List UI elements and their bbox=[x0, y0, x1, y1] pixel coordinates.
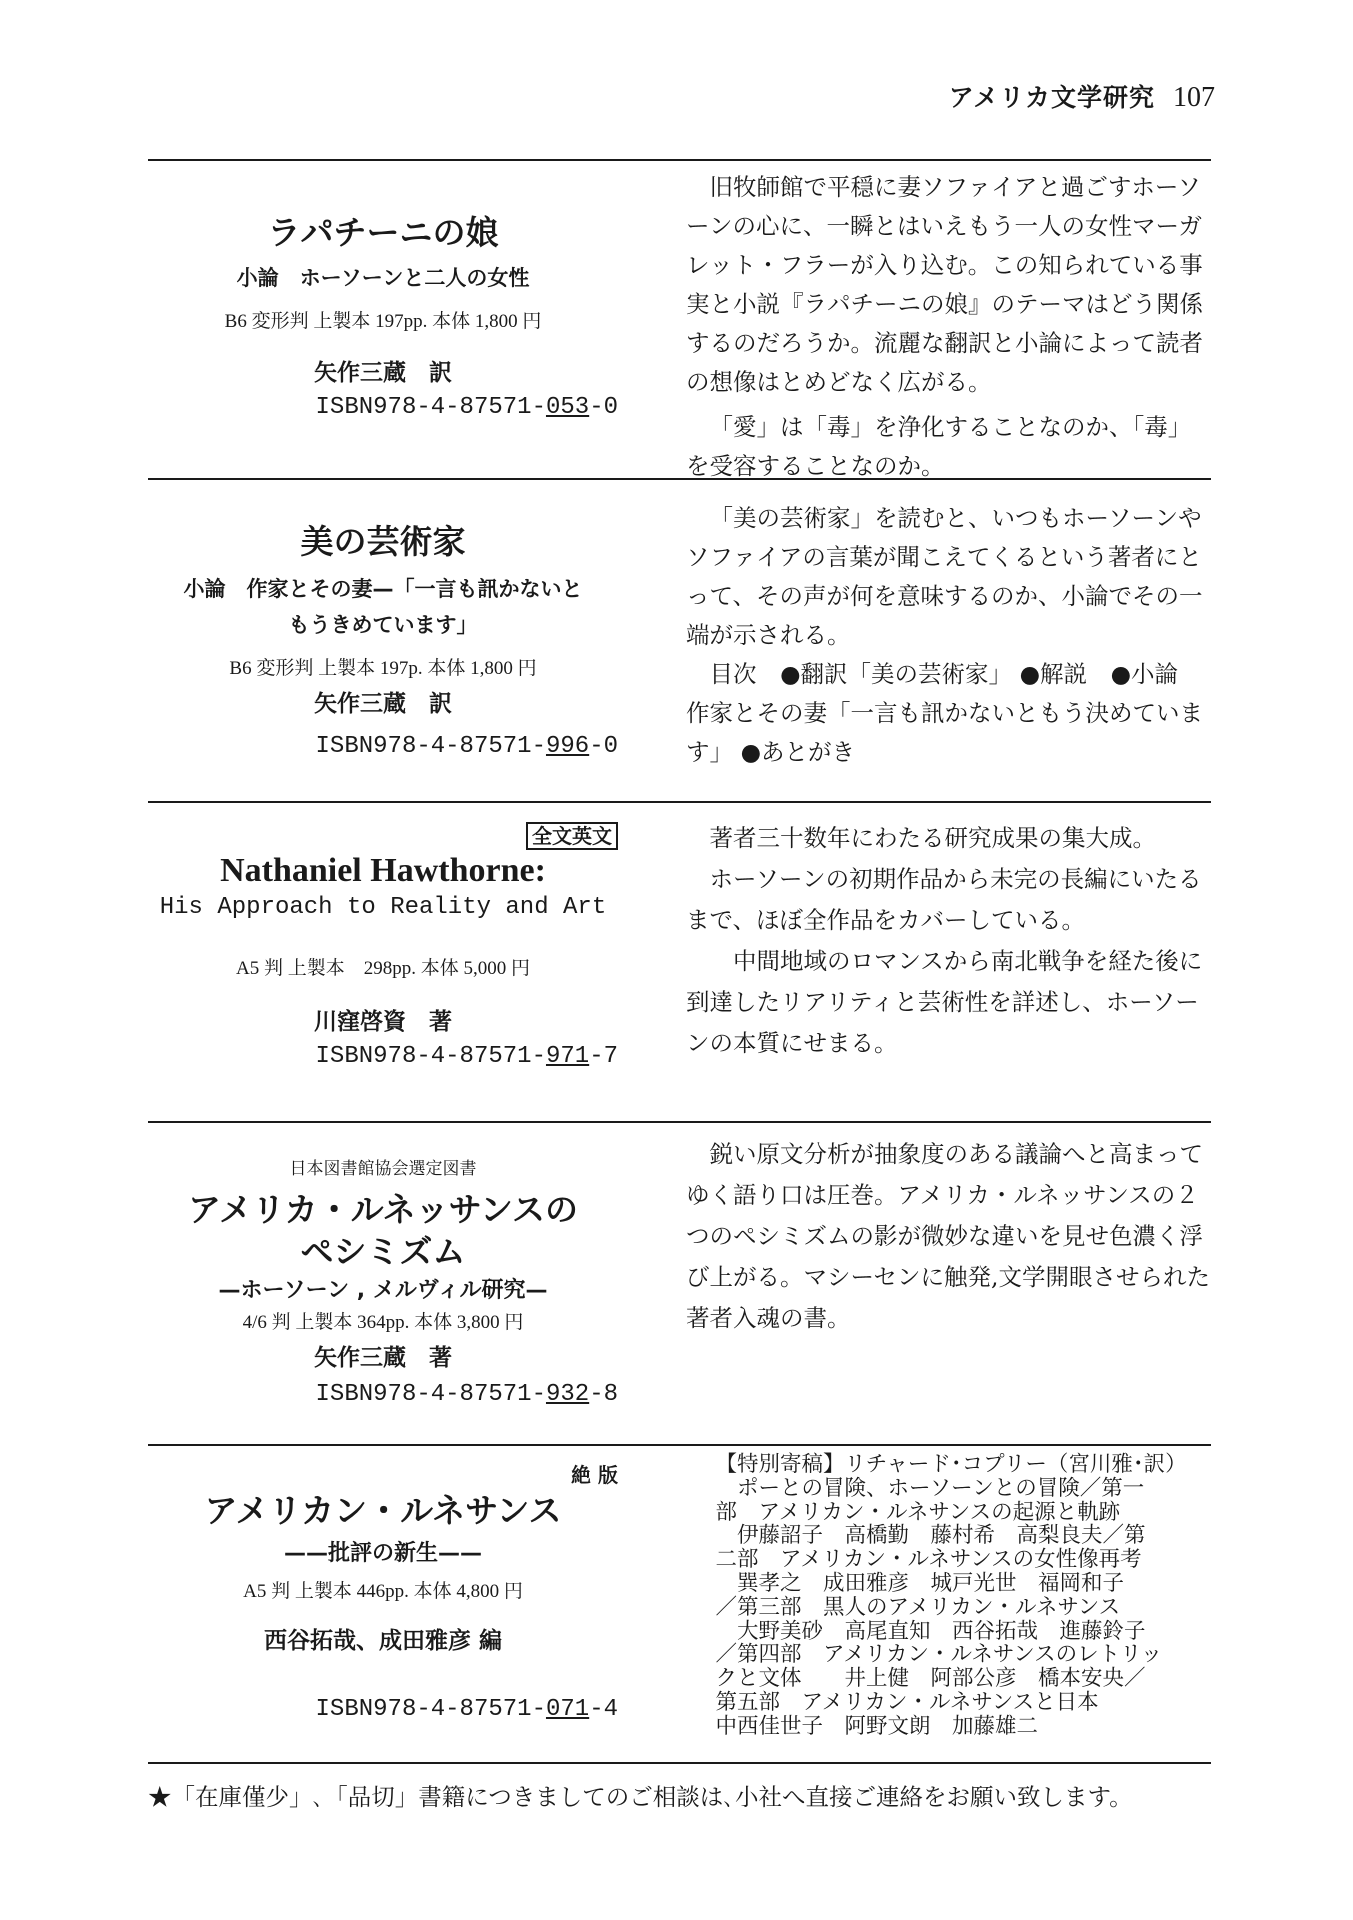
toc-line: ／第四部 アメリカン・ルネサンスのレトリッ bbox=[715, 1642, 1163, 1668]
toc-line: 伊藤詔子 高橋勤 藤村希 高梨良夫／第 bbox=[715, 1523, 1146, 1549]
book-isbn bbox=[148, 1694, 618, 1726]
book-isbn bbox=[148, 731, 618, 763]
isbn-prefix: ISBN978-4-87571- bbox=[315, 1381, 546, 1408]
isbn-code: 071 bbox=[545, 1696, 590, 1723]
book-isbn bbox=[148, 1041, 618, 1073]
page-header bbox=[949, 78, 1215, 114]
isbn-code: 971 bbox=[545, 1043, 590, 1070]
description-paragraph: 目次 ●翻訳「美の芸術家」 ●解説 ●小論 作家とその妻「一言も訊かないともう決めています」 ●あとがき bbox=[686, 660, 1203, 766]
english-text-badge: 全文英文 bbox=[526, 822, 618, 850]
book-entry bbox=[148, 804, 1211, 1121]
description-paragraph: 旧牧師館で平穏に妻ソファイアと過ごすホーソーンの心に、一瞬とはいえもう一人の女性マーガレット・フラーが入り込む。この知られている事実と小説『ラパチーニの娘』のテーマはどう関係するのだろうか。流麗な翻訳と小論によって読者の想像はとめどなく広がる。 bbox=[686, 173, 1203, 396]
description-paragraph: 「愛」は「毒」を浄化することなのか、「毒」を受容することなのか。 bbox=[686, 413, 1192, 480]
book-author: 川窪啓資 著 bbox=[314, 1009, 452, 1035]
isbn-check: -0 bbox=[589, 394, 618, 421]
isbn-code: 996 bbox=[545, 733, 590, 760]
book-spec: A5 判 上製本 446pp. 本体 4,800 円 bbox=[243, 1581, 523, 1602]
toc-line: 二部 アメリカン・ルネサンスの女性像再考 bbox=[715, 1547, 1142, 1573]
book-info bbox=[148, 212, 618, 424]
toc-line: 巽孝之 成田雅彦 城戸光世 福岡和子 bbox=[715, 1570, 1125, 1596]
toc-line: ／第三部 黒人のアメリカン・ルネサンス bbox=[715, 1594, 1121, 1620]
book-spec: B6 変形判 上製本 197p. 本体 1,800 円 bbox=[229, 658, 537, 679]
divider bbox=[148, 1762, 1211, 1764]
section-title: アメリカ文学研究 bbox=[948, 83, 1155, 112]
divider bbox=[148, 159, 1211, 161]
book-subtitle: His Approach to Reality and Art bbox=[159, 894, 607, 921]
isbn-check: -7 bbox=[589, 1043, 618, 1070]
book-isbn bbox=[148, 392, 618, 424]
book-entry bbox=[148, 162, 1211, 478]
book-description bbox=[686, 168, 1211, 486]
toc-line: 中西佳世子 阿野文朗 加藤雄二 bbox=[715, 1713, 1039, 1739]
toc-line: ポーとの冒険、ホーソーンとの冒険／第一 bbox=[715, 1475, 1145, 1501]
book-entry bbox=[148, 1124, 1211, 1444]
book-isbn bbox=[148, 1379, 618, 1411]
book-author: 矢作三蔵 訳 bbox=[314, 360, 452, 386]
divider bbox=[148, 1121, 1211, 1123]
book-description bbox=[686, 818, 1211, 1064]
out-of-print-badge: 絶 版 bbox=[571, 1463, 618, 1487]
isbn-prefix: ISBN978-4-87571- bbox=[315, 733, 546, 760]
isbn-code: 932 bbox=[545, 1381, 590, 1408]
book-entry bbox=[148, 481, 1211, 801]
book-title: アメリカン・ルネサンス bbox=[204, 1491, 562, 1530]
description-paragraph: 「美の芸術家」を読むと、いつもホーソーンやソファイアの言葉が聞こえてくるという著者にとって、その声が何を意味するのか、小論でその一端が示される。 bbox=[686, 504, 1203, 649]
footer-note: ★「在庫僅少」､「品切」書籍につきましてのご相談は､小社へ直接ご連絡をお願い致します。 bbox=[148, 1783, 1133, 1811]
description-paragraph: 著者三十数年にわたる研究成果の集大成。 bbox=[709, 824, 1156, 852]
description-paragraph: 中間地域のロマンスから南北戦争を経た後に到達したリアリティと芸術性を詳述し、ホーソーンの本質にせまる。 bbox=[686, 947, 1203, 1057]
isbn-check: -8 bbox=[589, 1381, 618, 1408]
book-spec: 4/6 判 上製本 364pp. 本体 3,800 円 bbox=[242, 1312, 524, 1333]
book-title: Nathaniel Hawthorne: bbox=[220, 852, 546, 889]
page-number: 107 bbox=[1173, 82, 1215, 113]
book-spec: B6 変形判 上製本 197pp. 本体 1,800 円 bbox=[224, 311, 542, 332]
book-entry bbox=[148, 1447, 1211, 1762]
book-subtitle: ——批評の新生—— bbox=[283, 1541, 482, 1566]
toc-line: 大野美砂 高尾直知 西谷拓哉 進藤鈴子 bbox=[715, 1618, 1146, 1644]
divider bbox=[148, 801, 1211, 803]
book-author: 矢作三蔵 訳 bbox=[314, 691, 452, 717]
isbn-code: 053 bbox=[545, 394, 590, 421]
isbn-check: -4 bbox=[589, 1696, 618, 1723]
book-title: アメリカ・ルネッサンスの bbox=[187, 1190, 579, 1229]
table-of-contents bbox=[694, 1453, 1211, 1739]
book-spec: A5 判 上製本 298pp. 本体 5,000 円 bbox=[236, 958, 530, 979]
isbn-prefix: ISBN978-4-87571- bbox=[315, 1043, 546, 1070]
toc-line: 第五部 アメリカン・ルネサンスと日本 bbox=[715, 1689, 1099, 1715]
book-title: ペシミズム bbox=[300, 1232, 466, 1271]
toc-line: クと文体 井上健 阿部公彦 橋本安央／ bbox=[715, 1666, 1146, 1692]
book-author: 西谷拓哉、成田雅彦 編 bbox=[263, 1628, 502, 1654]
book-subtitle: 小論 作家とその妻—「一言も訊かないと bbox=[183, 577, 583, 601]
toc-line: 部 アメリカン・ルネサンスの起源と軌跡 bbox=[715, 1499, 1121, 1525]
book-subtitle: 小論 ホーソーンと二人の女性 bbox=[236, 266, 530, 290]
book-title: 美の芸術家 bbox=[300, 522, 466, 561]
book-info bbox=[148, 1459, 618, 1726]
book-title: ラパチーニの娘 bbox=[267, 213, 499, 252]
toc-line: 【特別寄稿】リチャード･コプリー（宮川雅･訳） bbox=[715, 1452, 1187, 1477]
book-info bbox=[148, 521, 618, 763]
book-description bbox=[686, 1134, 1211, 1339]
book-subtitle: もうきめています」 bbox=[288, 613, 478, 637]
isbn-prefix: ISBN978-4-87571- bbox=[315, 394, 546, 421]
book-info bbox=[148, 820, 618, 1073]
isbn-prefix: ISBN978-4-87571- bbox=[315, 1696, 546, 1723]
isbn-check: -0 bbox=[589, 733, 618, 760]
divider bbox=[148, 1444, 1211, 1446]
selection-note: 日本図書館協会選定図書 bbox=[289, 1159, 477, 1178]
book-info bbox=[148, 1154, 618, 1411]
book-subtitle: —ホーソーン , メルヴィル研究— bbox=[218, 1278, 548, 1303]
description-paragraph: 鋭い原文分析が抽象度のある議論へと高まってゆく語り口は圧巻。アメリカ・ルネッサンスの２つのペシミズムの影が微妙な違いを見せ色濃く浮び上がる。マシーセンに触発,文学開眼させられた著者入魂の書。 bbox=[686, 1140, 1210, 1332]
description-paragraph: ホーソーンの初期作品から未完の長編にいたるまで、ほぼ全作品をカバーしている。 bbox=[686, 865, 1202, 934]
book-author: 矢作三蔵 著 bbox=[314, 1345, 452, 1371]
book-description bbox=[686, 499, 1211, 772]
